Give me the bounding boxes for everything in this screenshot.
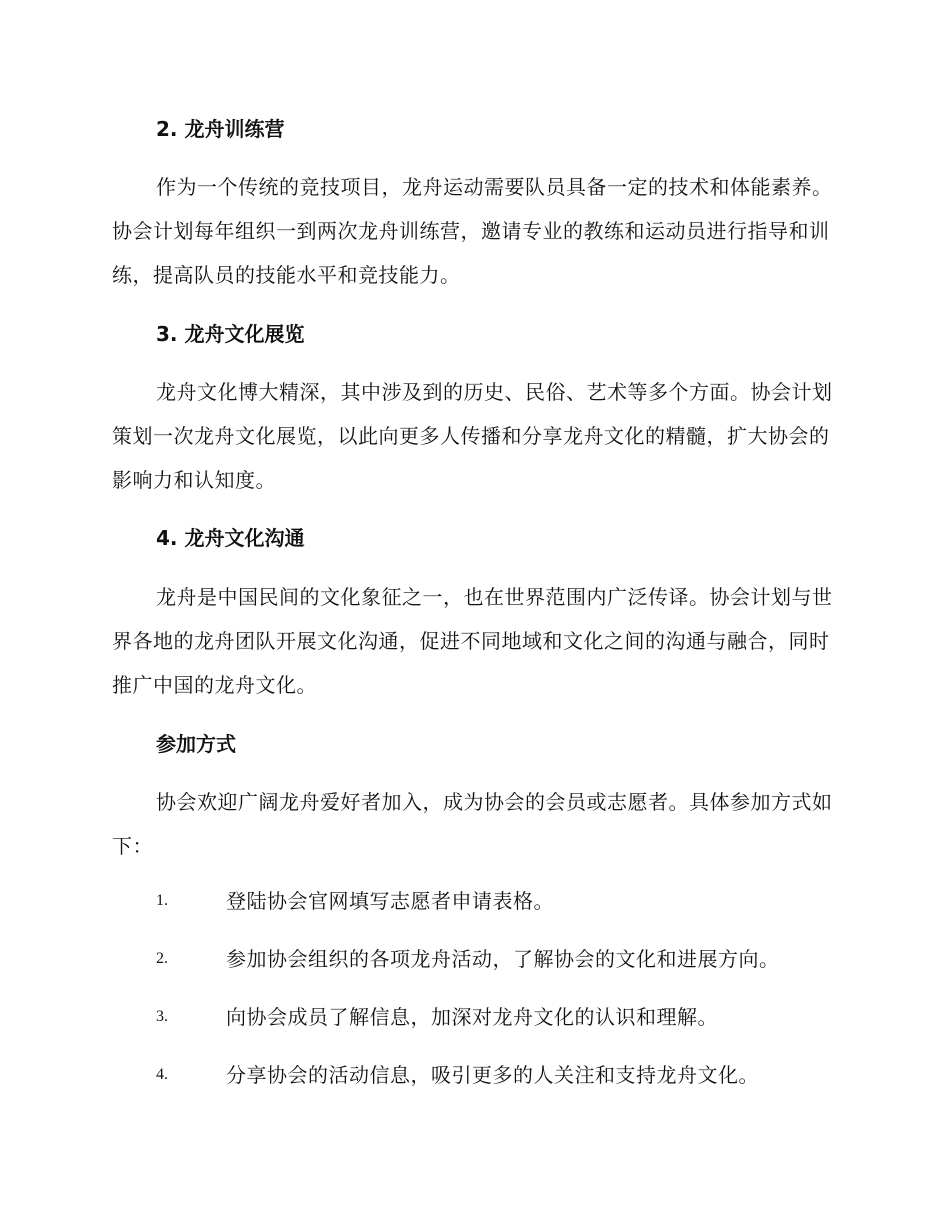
list-item-text: 向协会成员了解信息，加深对龙舟文化的认识和理解。: [226, 1005, 718, 1029]
list-item-number: 1.: [156, 892, 168, 909]
list-item-text: 分享协会的活动信息，吸引更多的人关注和支持龙舟文化。: [226, 1063, 759, 1087]
section-paragraph-training-camp: 作为一个传统的竞技项目，龙舟运动需要队员具备一定的技术和体能素养。协会计划每年组织一到两次龙舟训练营，邀请专业的教练和运动员进行指导和训练，提高队员的技能水平和竞技能力。: [112, 175, 833, 287]
list-item-number: 2.: [156, 950, 168, 967]
section-heading-culture-exchange: 4. 龙舟文化沟通: [156, 526, 305, 550]
section-heading-participation: 参加方式: [156, 732, 236, 756]
participation-intro: 协会欢迎广阔龙舟爱好者加入，成为协会的会员或志愿者。具体参加方式如下：: [112, 790, 833, 858]
list-item: [156, 887, 846, 917]
list-item: [156, 945, 846, 975]
list-item-number: 4.: [156, 1066, 168, 1083]
section-heading-training-camp: 2. 龙舟训练营: [156, 117, 285, 141]
list-item: [156, 1061, 846, 1091]
list-item-text: 参加协会组织的各项龙舟活动，了解协会的文化和进展方向。: [226, 947, 780, 971]
list-item-text: 登陆协会官网填写志愿者申请表格。: [226, 889, 554, 913]
list-item-number: 3.: [156, 1008, 168, 1025]
list-item: [156, 1003, 846, 1033]
section-paragraph-culture-exhibition: 龙舟文化博大精深，其中涉及到的历史、民俗、艺术等多个方面。协会计划策划一次龙舟文化展览，以此向更多人传播和分享龙舟文化的精髓，扩大协会的影响力和认知度。: [112, 380, 833, 492]
section-paragraph-culture-exchange: 龙舟是中国民间的文化象征之一，也在世界范围内广泛传译。协会计划与世界各地的龙舟团队开展文化沟通，促进不同地域和文化之间的沟通与融合，同时推广中国的龙舟文化。: [112, 585, 833, 697]
section-heading-culture-exhibition: 3. 龙舟文化展览: [156, 322, 305, 346]
